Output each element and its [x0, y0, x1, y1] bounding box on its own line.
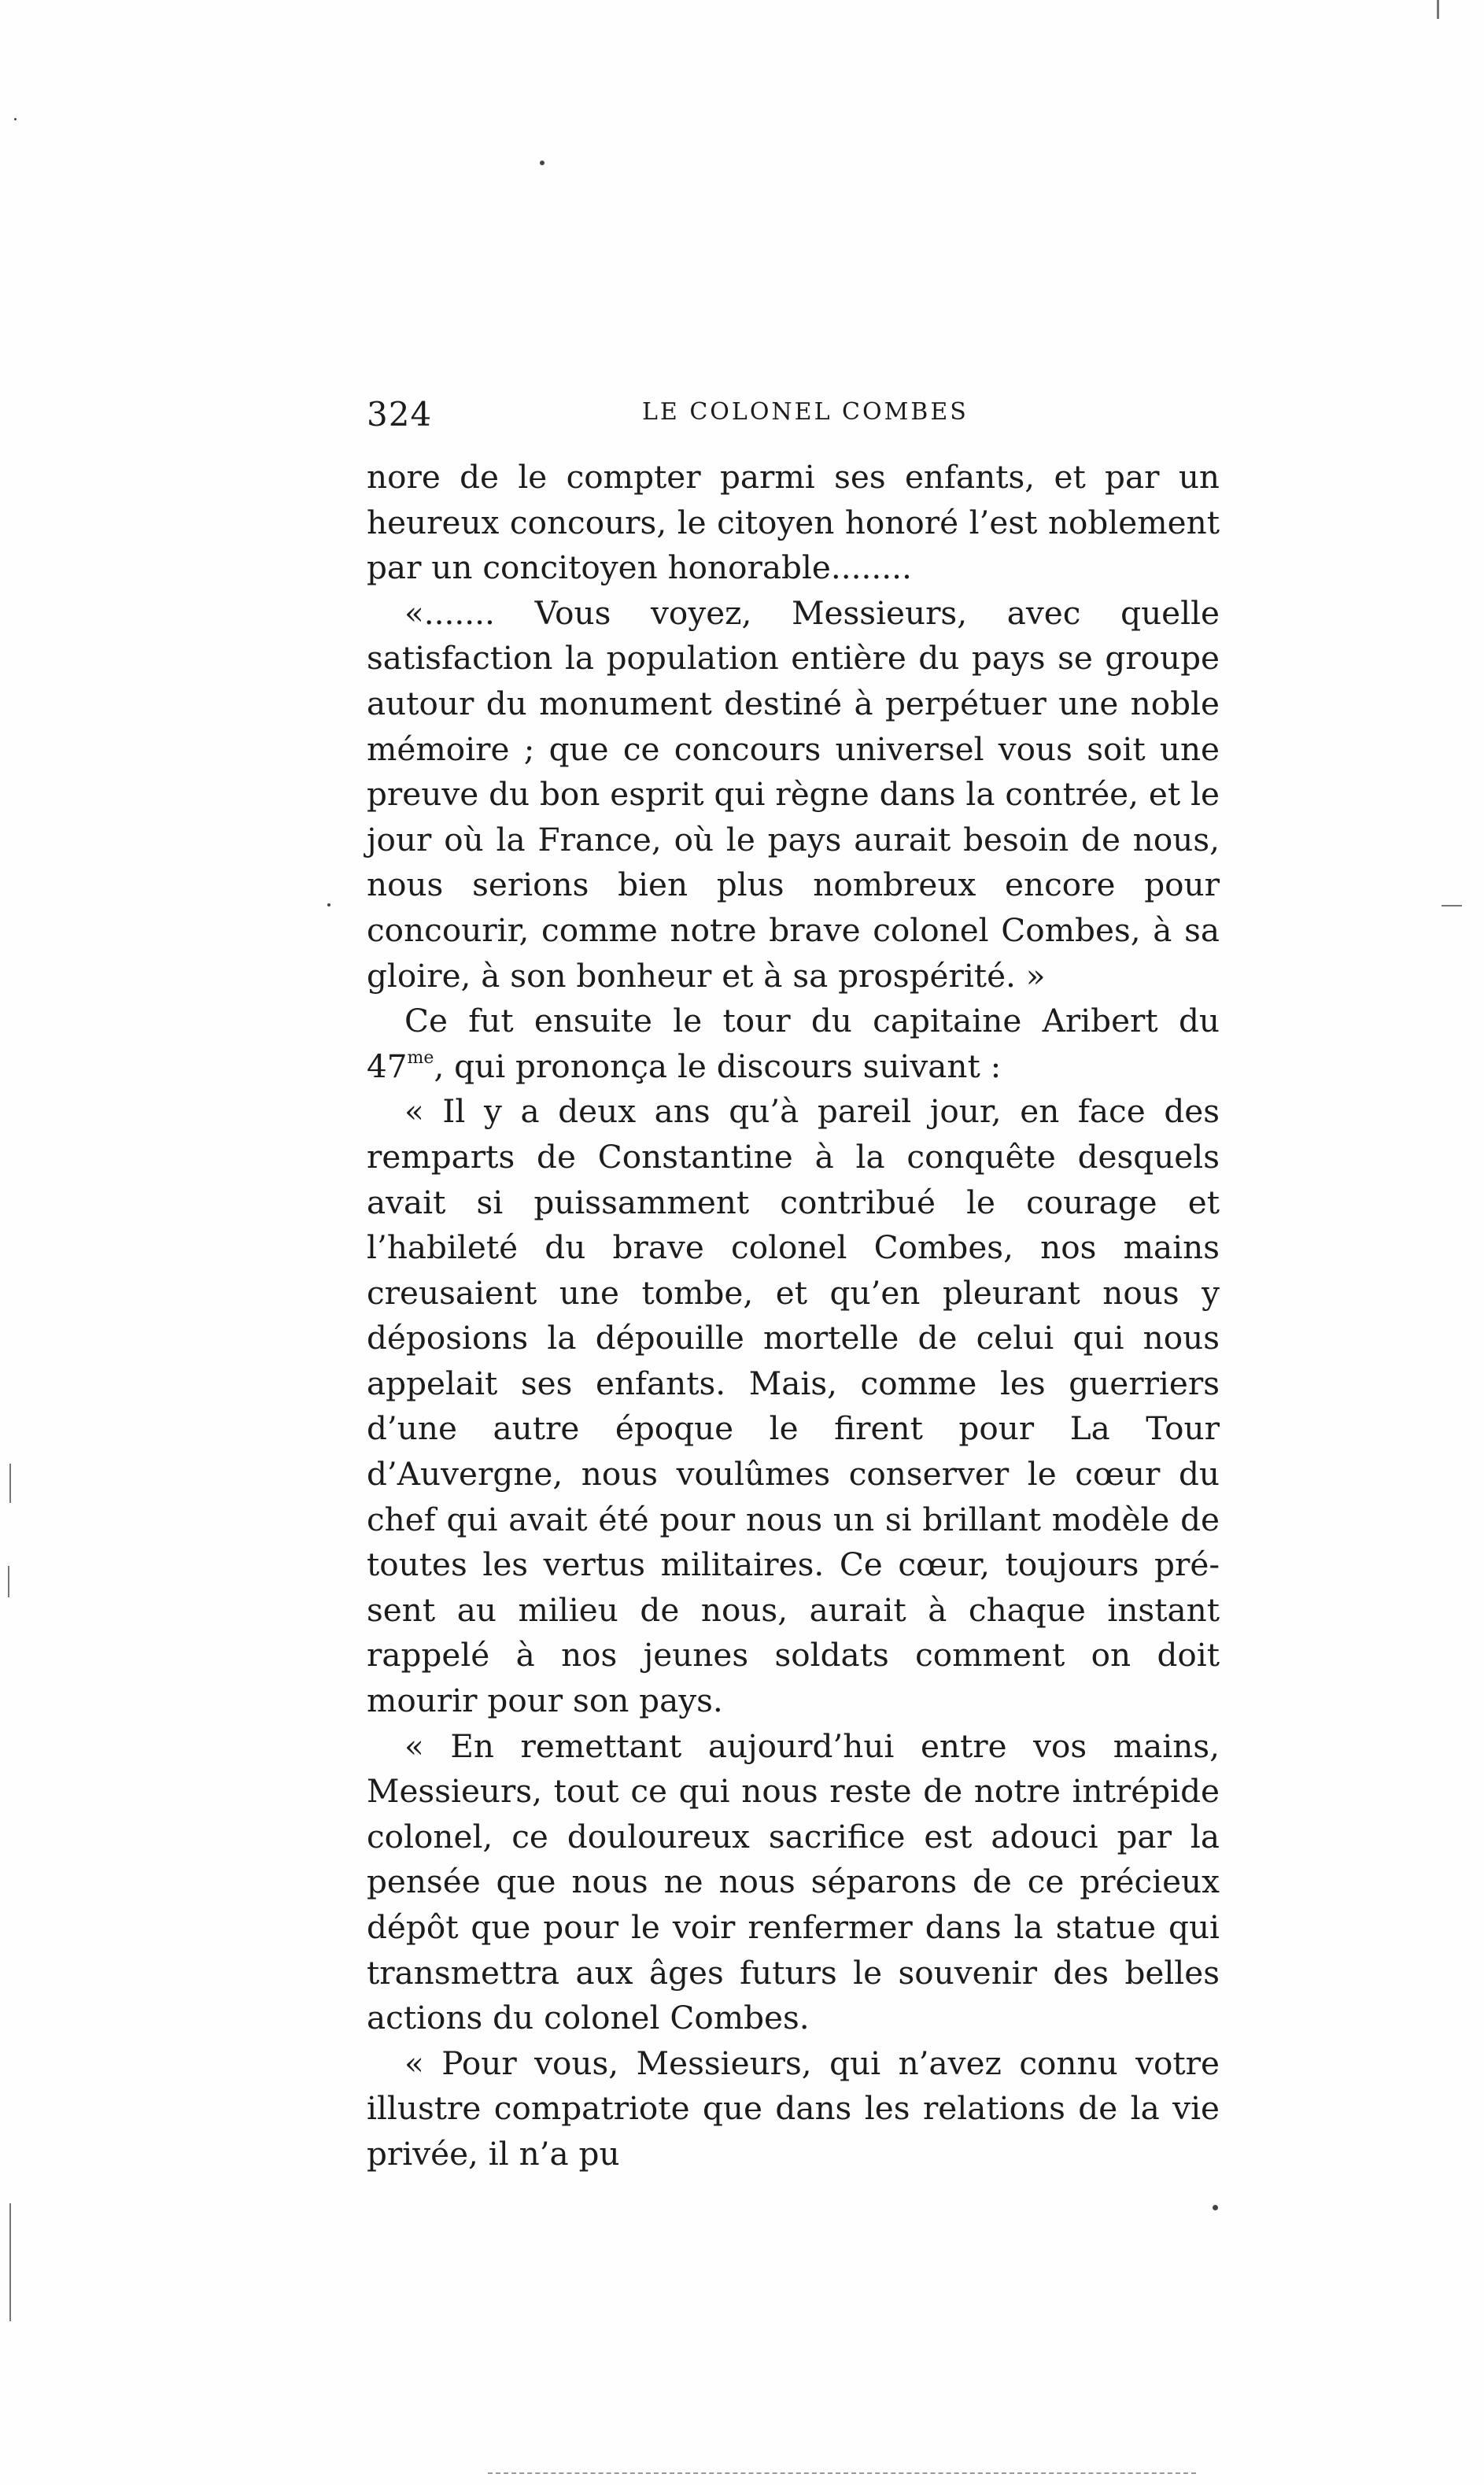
scan-speck [327, 903, 330, 906]
scan-speck [540, 161, 545, 165]
paragraph-continuation: nore de le compter parmi ses enfants, et par un heureux concours, le citoyen honoré l’est noblement par un concitoyen honorable........ [367, 458, 1220, 587]
scan-edge-mark [1437, 0, 1439, 19]
body-text [367, 455, 1220, 2177]
paragraph-speech-end: «....... Vous voyez, Messieurs, avec quelle satisfaction la population entière du pays se groupe autour du monument destiné à perpétuer une noble mémoire ; que ce concours universel vous soit une preuve du bon esprit qui règne dans la contrée, et le jour où la France, où le pays aurait besoin de nous, nous serions bien plus nombreux encore pour concourir, comme notre brave colonel Combes, à sa gloire, à son bonheur et à sa prospérité. » [367, 593, 1220, 995]
page-number: 324 [367, 395, 433, 434]
paragraph-speech-2: « En remettant aujourd’hui entre vos mains, Messieurs, tout ce qui nous reste de notre intrépide colonel, ce douloureux sacrifice est adouci par la pensée que nous ne nous séparons de ce précieux dépôt que pour le voir renfermer dans la statue qui transmettra aux âges futurs le souvenir des belles actions du colonel Combes. [367, 1726, 1220, 2037]
narration-text-start: Ce fut ensuite le tour du capitaine Aribert du 47 [367, 1002, 1220, 1085]
scan-edge-mark [9, 2203, 11, 2321]
paragraph-speech-1: « Il y a deux ans qu’à pareil jour, en face des remparts de Constantine à la conquête desquels avait si puissamment contribué le courage et l’habileté du brave colonel Combes, nos mains creusaient une tombe, et qu’en pleurant nous y déposions la dépouille mortelle de celui qui nous appelait ses enfants. Mais, comme les guerriers d’une autre époque le firent pour La Tour d’Auvergne, nous voulûmes conserver le cœur du chef qui avait été pour nous un si brillant modèle de toutes les vertus militaires. Ce cœur, toujours présent au milieu de nous, aurait à chaque instant rappelé à nos jeunes soldats comment on doit mourir pour son pays. [367, 1092, 1220, 1720]
scan-bottom-dashes [488, 2472, 1196, 2474]
scan-speck [14, 118, 17, 120]
scan-edge-mark [8, 1566, 9, 1597]
scan-edge-mark [1442, 905, 1462, 906]
ordinal-superscript: me [407, 1047, 434, 1068]
running-title: LE COLONEL COMBES [642, 398, 969, 426]
scan-speck [1213, 2205, 1218, 2210]
paragraph-narration [367, 999, 1220, 1089]
scan-edge-mark [9, 1464, 11, 1503]
paragraph-speech-3: « Pour vous, Messieurs, qui n’avez connu votre illustre compatriote que dans les relations de la vie privée, il n’a pu [367, 2044, 1220, 2173]
narration-text-end: , qui prononça le discours suivant : [434, 1047, 1002, 1085]
running-header [367, 393, 1216, 441]
